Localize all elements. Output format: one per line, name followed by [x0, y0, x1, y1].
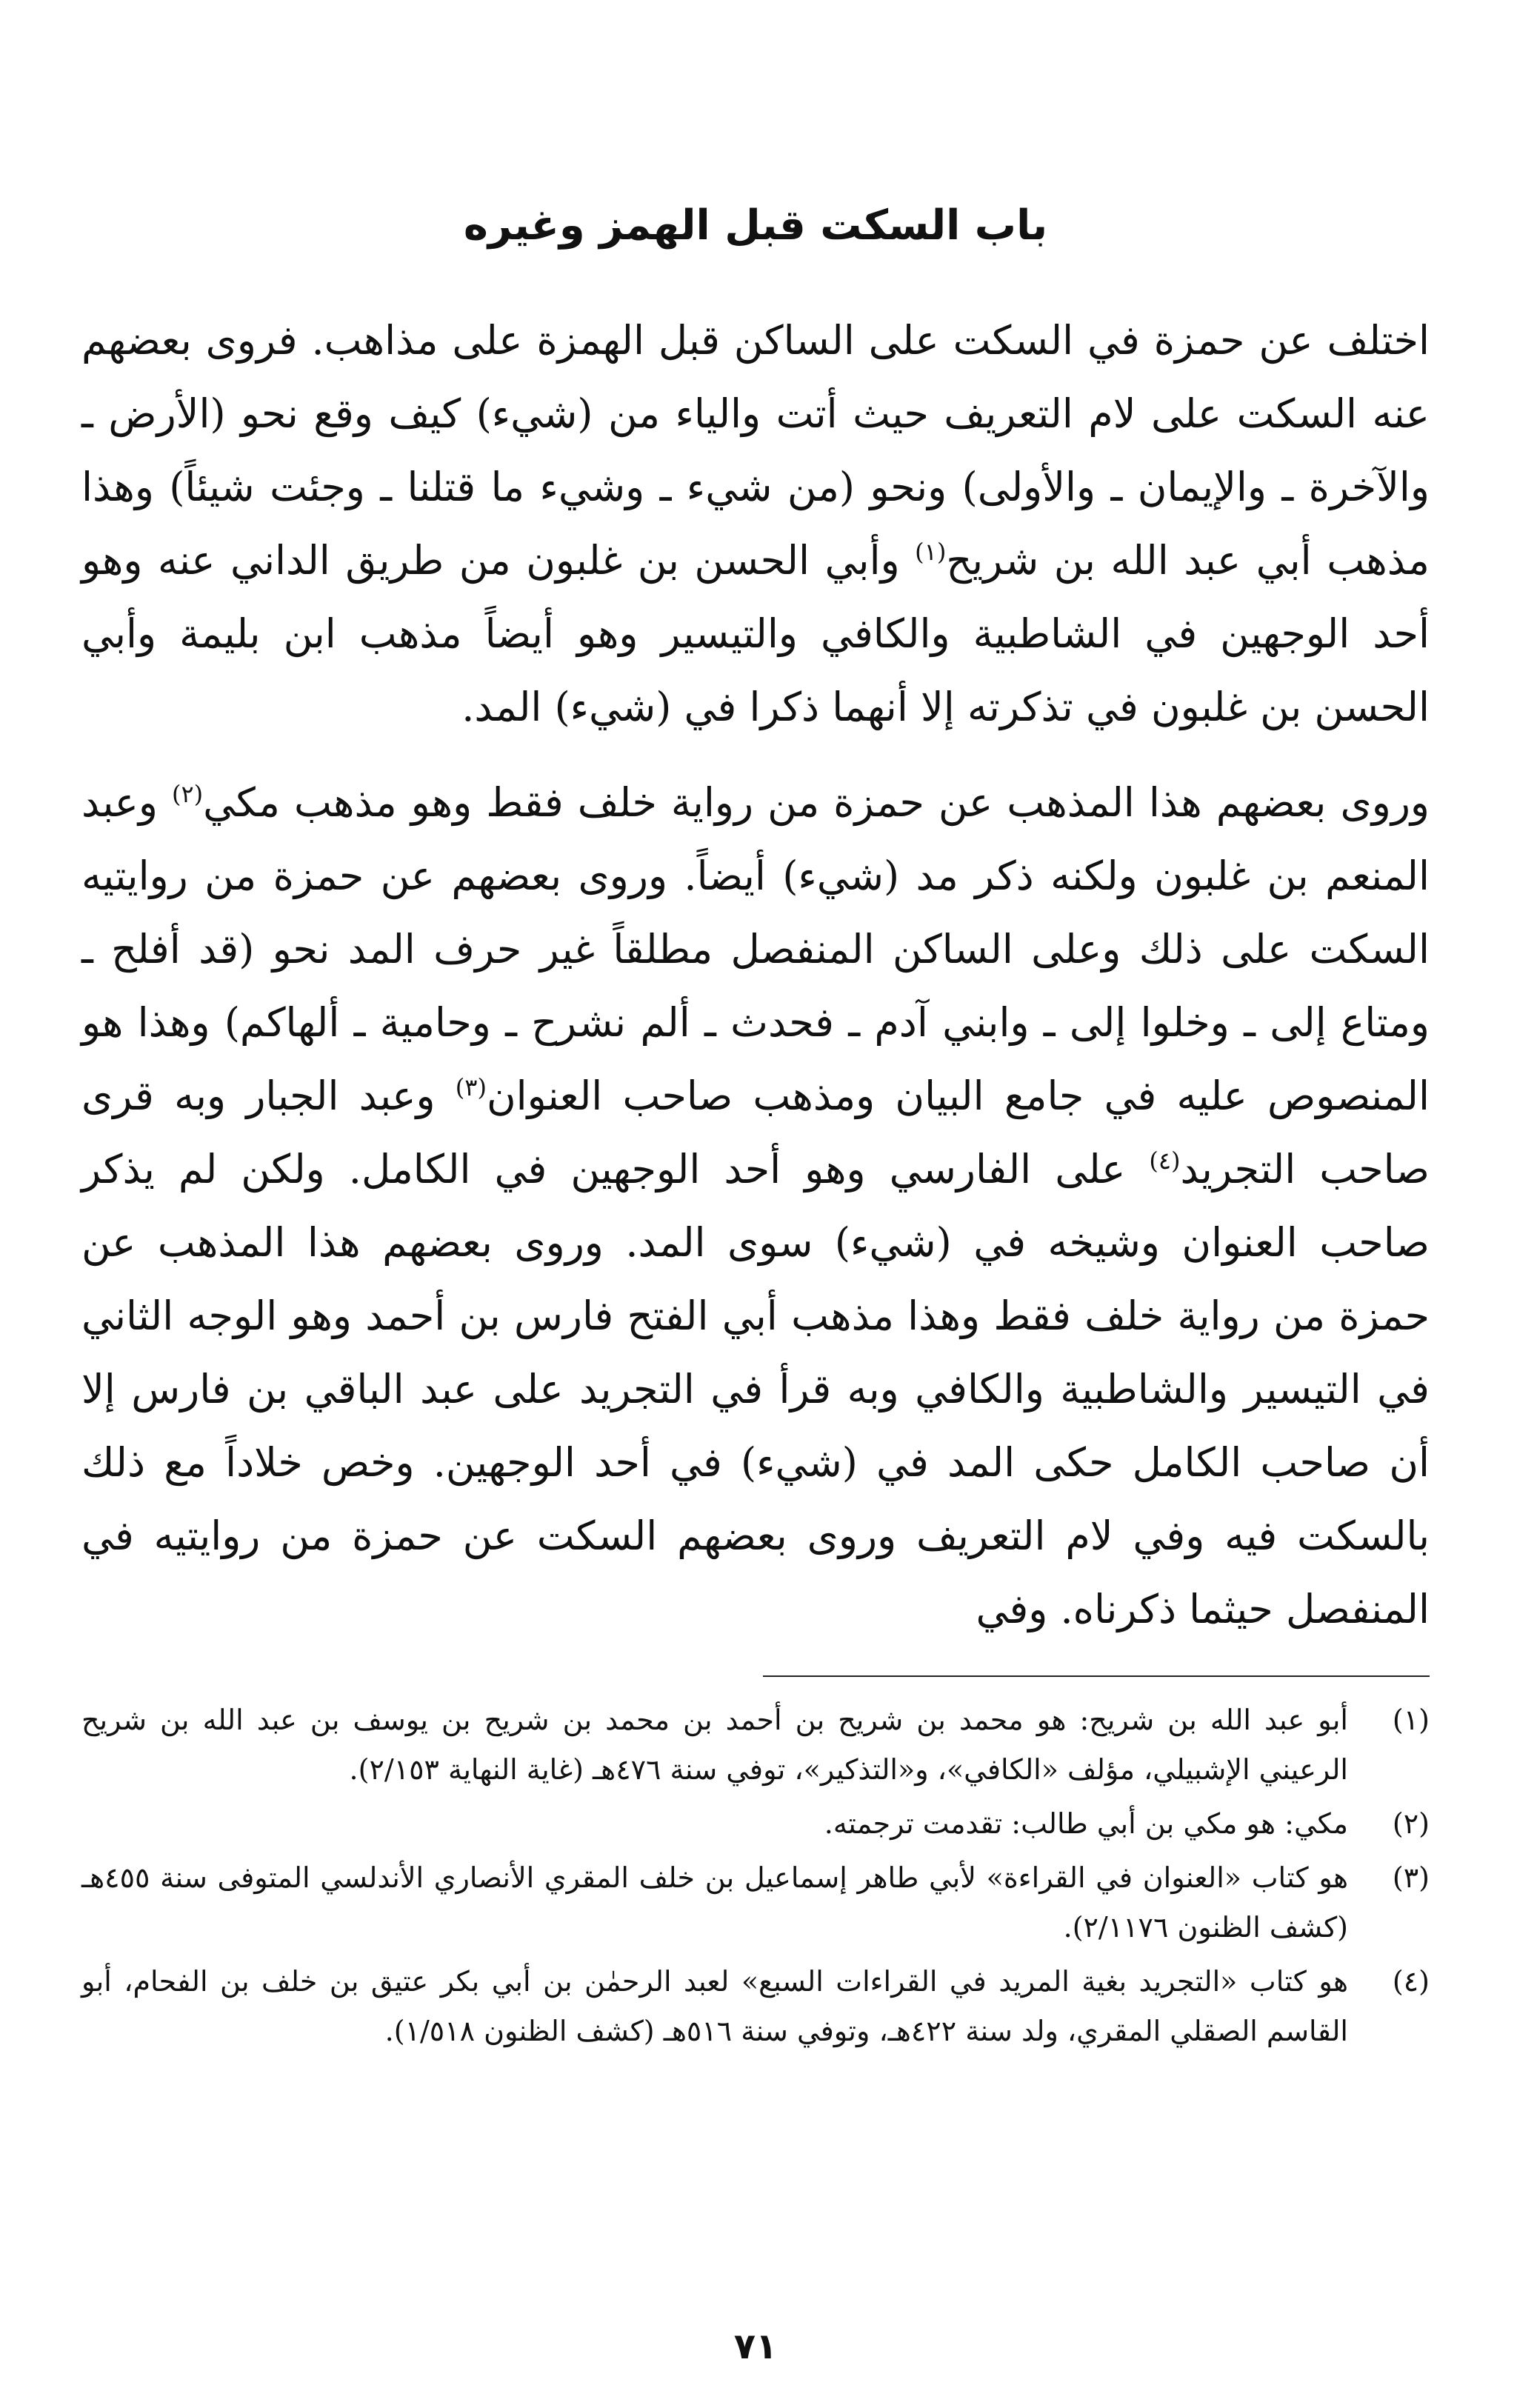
footnote-2 [81, 1799, 1430, 1849]
footnote-text: هو كتاب «العنوان في القراءة» لأبي طاهر إسماعيل بن خلف المقري الأنصاري الأندلسي المتوفى سنة ٤٥٥هـ (كشف الظنون ٢/١١٧٦). [81, 1861, 1348, 1944]
footnote-ref-2[interactable]: (٢) [172, 780, 204, 808]
paragraph-text: وعبد المنعم بن غلبون ولكنه ذكر مد (شيء) أيضاً. وروى بعضهم عن حمزة من روايتيه السكت على ذلك وعلى الساكن المنفصل مطلقاً غير حرف المد نحو (قد أفلح ـ ومتاع إلى ـ وخلوا إلى ـ وابني آدم ـ فحدث ـ ألم نشرح ـ وحامية ـ ألهاكم) وهذا هو المنصوص عليه في جامع البيان ومذهب صاحب العنوان [81, 779, 1430, 1119]
paragraph-text: وروى بعضهم هذا المذهب عن حمزة من رواية خلف فقط وهو مذهب مكي [203, 779, 1430, 826]
footnote-1 [81, 1695, 1430, 1795]
footnote-marker: (٤) [1392, 1965, 1430, 1998]
footnote-ref-4[interactable]: (٤) [1149, 1147, 1181, 1175]
footnote-text: أبو عبد الله بن شريح: هو محمد بن شريح بن أحمد بن محمد بن شريح بن يوسف بن عبد الله بن شريح الرعيني الإشبيلي، مؤلف «الكافي»، و«التذكير»، توفي سنة ٤٧٦هـ (غاية النهاية ٢/١٥٣). [81, 1704, 1348, 1786]
paragraph-2 [81, 766, 1430, 1646]
footnote-3 [81, 1853, 1430, 1952]
footnote-divider [763, 1675, 1430, 1677]
footnote-ref-3[interactable]: (٣) [455, 1073, 487, 1101]
footnote-ref-1[interactable]: (١) [915, 538, 947, 566]
footnote-marker: (١) [1392, 1704, 1430, 1736]
footnote-text: هو كتاب «التجريد بغية المريد في القراءات السبع» لعبد الرحمٰن بن أبي بكر عتيق بن خلف بن الفحام، أبو القاسم الصقلي المقري، ولد سنة ٤٢٢هـ، وتوفي سنة ٥١٦هـ (كشف الظنون ١/٥١٨). [81, 1965, 1348, 2047]
paragraph-text: وأبي الحسن بن غلبون من طريق الداني عنه وهو أحد الوجهين في الشاطبية والكافي والتيسير وهو أيضاً مذهب ابن بليمة وأبي الحسن بن غلبون في تذكرته إلا أنهما ذكرا في (شيء) المد. [81, 537, 1430, 730]
document-page [81, 170, 1430, 2378]
paragraph-text: اختلف عن حمزة في السكت على الساكن قبل الهمزة على مذاهب. فروى بعضهم عنه السكت على لام التعريف حيث أتت والياء من (شيء) كيف وقع نحو (الأرض ـ والآخرة ـ والإيمان ـ والأولى) ونحو (من شيء ـ وشيء ما قتلنا ـ وجئت شيئاً) وهذا مذهب أبي عبد الله بن شريح [81, 317, 1430, 584]
paragraph-text: وعبد الجبار وبه قرى صاحب التجريد [81, 1073, 1430, 1193]
footnote-marker: (٢) [1392, 1807, 1430, 1840]
paragraph-1 [81, 304, 1430, 744]
chapter-title: باب السكت قبل الهمز وغيره [463, 201, 1048, 250]
main-text [81, 304, 1430, 1646]
page-number: ٧١ [733, 2326, 778, 2367]
paragraph-text: على الفارسي وهو أحد الوجهين في الكامل. ولكن لم يذكر صاحب العنوان وشيخه في (شيء) سوى المد. وروى بعضهم هذا المذهب عن حمزة من رواية خلف فقط وهذا مذهب أبي الفتح فارس بن أحمد وهو الوجه الثاني في التيسير والشاطبية والكافي وبه قرأ في التجريد على عبد الباقي بن فارس إلا أن صاحب الكامل حكى المد في (شيء) في أحد الوجهين. وخص خلاداً مع ذلك بالسكت فيه وفي لام التعريف وروى بعضهم السكت عن حمزة من روايتيه في المنفصل حيثما ذكرناه. وفي [81, 1146, 1430, 1632]
footnote-4 [81, 1957, 1430, 2056]
footnote-marker: (٣) [1392, 1861, 1430, 1894]
footnote-text: مكي: هو مكي بن أبي طالب: تقدمت ترجمته. [824, 1807, 1348, 1840]
footnotes-section [81, 1695, 1430, 2056]
